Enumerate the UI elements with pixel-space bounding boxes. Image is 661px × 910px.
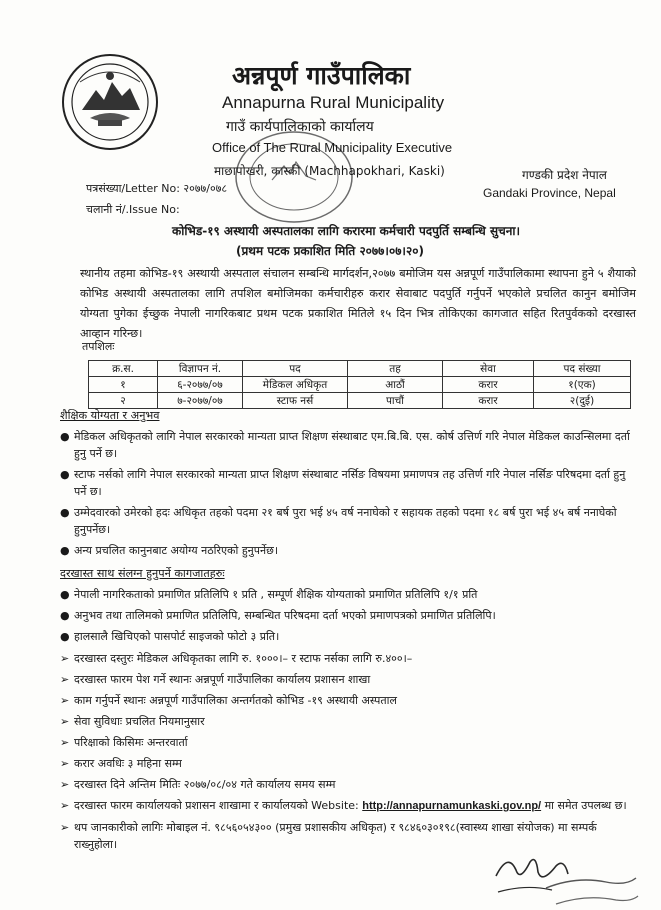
list-item: ● उम्मेदवारको उमेरको हदः अधिकृत तहको पदमा २१ बर्ष पुरा भई ४५ वर्ष ननाघेको र सहायक तहको पदमा १८ बर्ष पुरा भई ४५ बर्ष ननाघेको हुनुपर्नेछ। — [60, 506, 617, 536]
issue-number: चलानी नं/.Issue No: — [86, 203, 180, 216]
list-item: ➢ करार अवधिः ३ महिना सम्म — [60, 757, 182, 770]
documents-heading: दरखास्त साथ संलग्न हुनुपर्ने कागजातहरुः — [60, 567, 225, 580]
arrow-icon: ➢ — [60, 821, 70, 834]
notice-publish-date: (प्रथम पटक प्रकाशित मिति २०७७।०७।२०) — [236, 244, 424, 258]
bullet-icon: ● — [60, 468, 70, 481]
table-cell: करार — [443, 377, 534, 393]
list-item: ➢ दरखास्त दस्तुरः मेडिकल अधिकृतका लागि रु. १०००।– र स्टाफ नर्सका लागि रु.४००।– — [60, 652, 413, 665]
table-cell: २(दुई) — [534, 393, 631, 409]
documents-list — [58, 586, 638, 649]
column-header: पद — [243, 361, 348, 377]
list-item: ➢ सेवा सुविधाः प्रचलित नियमानुसार — [60, 715, 205, 728]
list-item: ➢ दरखास्त फारम कार्यालयको प्रशासन शाखामा र कार्यालयको Website: http://annapurnamunkaski.gov.np/ मा समेत उपलब्ध छ। — [60, 799, 627, 812]
arrow-icon: ➢ — [60, 799, 70, 812]
list-item: ● स्टाफ नर्सको लागि नेपाल सरकारको मान्यता प्राप्त शिक्षण संस्थाबाट नर्सिङ विषयमा प्रमाणपत्र तह उत्तिर्ण गरि नेपाल नर्सिङ परिषदमा दर्ता हुनु पर्ने छ। — [60, 468, 626, 498]
website-link[interactable]: http://annapurnamunkaski.gov.np/ — [362, 800, 542, 812]
bullet-icon: ● — [60, 544, 70, 557]
bullet-icon: ● — [60, 630, 70, 643]
arrow-icon: ➢ — [60, 778, 70, 791]
list-item: ➢ दरखास्त फारम पेश गर्ने स्थानः अन्नपूर्ण गाउँपालिका कार्यालय प्रशासन शाखा — [60, 673, 371, 686]
list-item: ● मेडिकल अधिकृतको लागि नेपाल सरकारको मान्यता प्राप्त शिक्षण संस्थाबाट एम.बि.बि. एस. कोर्ष उत्तिर्ण गरि नेपाल मेडिकल काउन्सिलमा दर्ता हुनु पर्ने छ। — [60, 430, 630, 460]
table-cell: मेडिकल अधिकृत — [243, 377, 348, 393]
column-header: सेवा — [443, 361, 534, 377]
table-cell: १ — [89, 377, 158, 393]
list-item: ➢ परिक्षाको किसिमः अन्तरवार्ता — [60, 736, 188, 749]
table-cell: आठौं — [348, 377, 443, 393]
office-title-english: Office of The Rural Municipality Executive — [212, 140, 453, 155]
list-item: ● अन्य प्रचलित कानुनबाट अयोग्य नठरिएको हुनुपर्नेछ। — [60, 544, 279, 557]
arrow-icon: ➢ — [60, 736, 70, 749]
qualification-heading: शैक्षिक योग्यता र अनुभव — [60, 409, 160, 422]
municipality-title-nepali: अन्नपूर्ण गाउँपालिका — [232, 61, 411, 90]
table-cell: १(एक) — [534, 377, 631, 393]
office-title-nepali: गाउँ कार्यपालिकाको कार्यालय — [226, 119, 374, 135]
arrow-icon: ➢ — [60, 652, 70, 665]
municipality-emblem-logo — [60, 52, 160, 152]
details-list — [58, 650, 638, 857]
table-cell: ७-२०७७/०७ — [158, 393, 243, 409]
list-item: ➢ थप जानकारीको लागिः मोबाइल नं. ९८५६०५४३०० (प्रमुख प्रशासकीय अधिकृत) र ९८४६०३०१९८(स्वास्थ्य शाखा संयोजक) मा सम्पर्क राख्नुहोला। — [60, 821, 597, 851]
table-cell: २ — [89, 393, 158, 409]
table-cell: स्टाफ नर्स — [243, 393, 348, 409]
list-item: ● नेपाली नागरिकताको प्रमाणित प्रतिलिपि १ प्रति , सम्पूर्ण शैक्षिक योग्यताको प्रमाणित प्रतिलिपि १/१ प्रति — [60, 588, 478, 601]
arrow-icon: ➢ — [60, 694, 70, 707]
bullet-icon: ● — [60, 588, 70, 601]
arrow-icon: ➢ — [60, 673, 70, 686]
bullet-icon: ● — [60, 506, 70, 519]
table-header-row — [89, 361, 631, 377]
municipality-title-english: Annapurna Rural Municipality — [222, 93, 445, 112]
bullet-icon: ● — [60, 609, 70, 622]
table-cell: करार — [443, 393, 534, 409]
table-row — [89, 377, 631, 393]
list-item: ● अनुभव तथा तालिमको प्रमाणित प्रतिलिपि, सम्बन्धित परिषदमा दर्ता भएको प्रमाणपत्रको प्रमाणित प्रतिलिपि। — [60, 609, 496, 622]
list-item: ● हालसालै खिचिएको पासपोर्ट साइजको फोटो ३ प्रति। — [60, 630, 280, 643]
list-item: ➢ दरखास्त दिने अन्तिम मितिः २०७७/०८/०४ गते कार्यालय समय सम्म — [60, 778, 336, 791]
letter-number: पत्रसंख्या/Letter No: २०७७/०७८ — [86, 182, 228, 195]
column-header: विज्ञापन नं. — [158, 361, 243, 377]
notice-subject: कोभिड-१९ अस्थायी अस्पतालका लागि करारमा कर्मचारी पदपुर्ति सम्बन्धि सुचना। — [172, 224, 521, 238]
arrow-icon: ➢ — [60, 757, 70, 770]
signature — [486, 848, 646, 910]
province-nepali: गण्डकी प्रदेश नेपाल — [522, 168, 607, 182]
table-cell: ६-२०७७/०७ — [158, 377, 243, 393]
office-address: माछापोखरी, कास्की (Machhapokhari, Kaski) — [214, 164, 445, 178]
column-header: क्र.स. — [89, 361, 158, 377]
vacancy-table — [88, 360, 631, 409]
table-cell: पाचौं — [348, 393, 443, 409]
qualification-list — [58, 428, 638, 563]
arrow-icon: ➢ — [60, 715, 70, 728]
province-english: Gandaki Province, Nepal — [483, 186, 616, 200]
notice-paragraph: स्थानीय तहमा कोभिड-१९ अस्थायी अस्पताल संचालन सम्बन्धि मार्गदर्शन,२०७७ बमोजिम यस अन्नपूर्ण गाउँपालिकामा स्थापना हुने ५ शैयाको कोभिड अस्थायी अस्पतालका लागि तपशिल बमोजिमका कर्मचारीहरु करार सेवाबाट पदपुर्ति गर्नुपर्ने भएकोले प्रचलित कानुन बमोजिम योग्यता पुगेका ईच्छुक नेपाली नागरिकबाट प्रथम पटक प्रकाशित मितिले १५ दिन भित्र तोकिएका कागजात सहित रितपुर्वकको दरखास्त आव्हान गरिन्छ। — [80, 267, 636, 340]
bullet-icon: ● — [60, 430, 70, 443]
list-item: ➢ काम गर्नुपर्ने स्थानः अन्नपूर्ण गाउँपालिका अन्तर्गतको कोभिड -१९ अस्थायी अस्पताल — [60, 694, 397, 707]
column-header: पद संख्या — [534, 361, 631, 377]
details-label: तपशिलः — [82, 340, 115, 353]
column-header: तह — [348, 361, 443, 377]
table-row — [89, 393, 631, 409]
